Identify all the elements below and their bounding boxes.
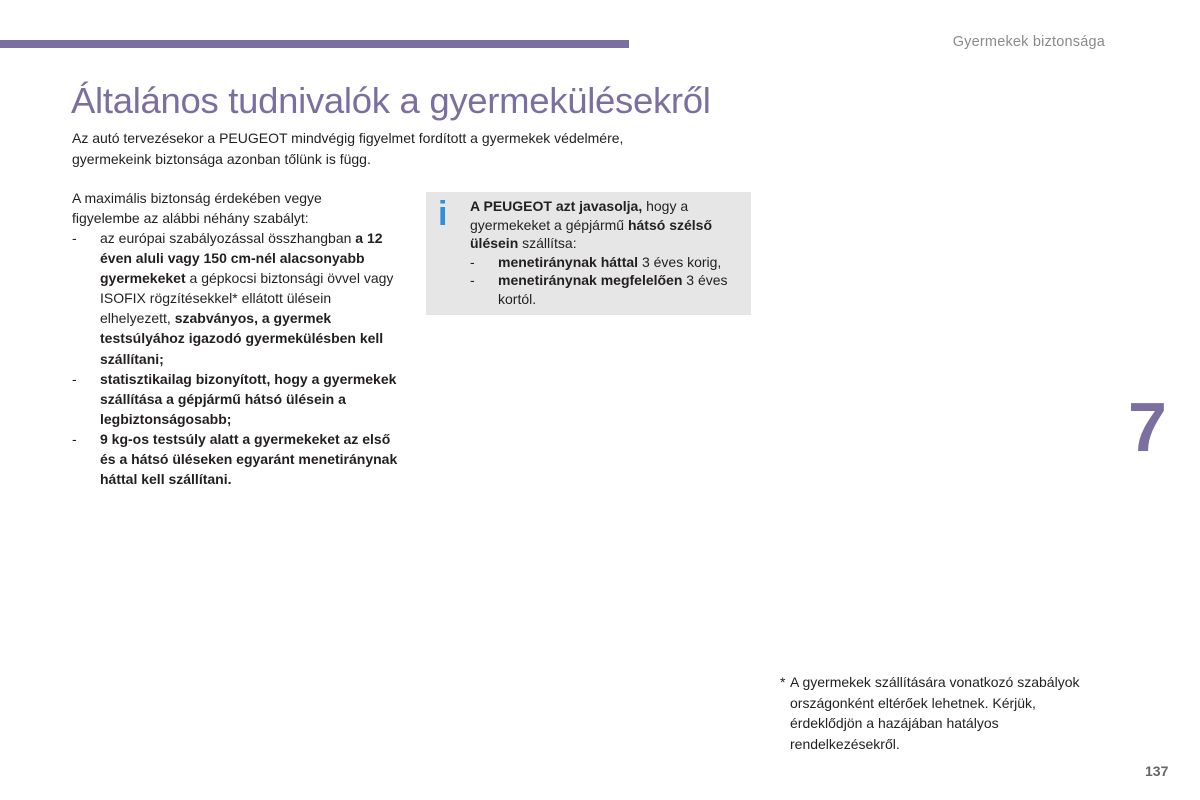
list-dash: - bbox=[470, 272, 475, 288]
info-text-1: hogy a gyermekeket a gépjármű bbox=[470, 198, 689, 233]
info-item-1-text: 3 éves korig, bbox=[638, 253, 722, 270]
safety-rules-list bbox=[72, 228, 402, 489]
info-list-item-2 bbox=[470, 271, 750, 308]
rule-item-1 bbox=[72, 228, 402, 369]
intro-line-1: Az autó tervezésekor a PEUGEOT mindvégig figyelmet fordított a gyermekek védelmére, bbox=[72, 130, 624, 146]
rule-item-3 bbox=[72, 429, 402, 489]
list-dash: - bbox=[72, 230, 77, 246]
section-title: Gyermekek biztonsága bbox=[952, 34, 1105, 50]
chapter-number: 7 bbox=[1128, 388, 1167, 466]
header-accent-bar bbox=[0, 40, 629, 48]
rules-lead-paragraph bbox=[72, 188, 402, 228]
info-list-item-1 bbox=[470, 253, 750, 272]
page-number: 137 bbox=[1145, 763, 1169, 779]
list-dash: - bbox=[72, 370, 77, 387]
info-bold-seats: hátsó szélső ülésein bbox=[470, 216, 712, 251]
info-box bbox=[426, 192, 751, 315]
rules-lead-line-2: figyelembe az alábbi néhány szabályt: bbox=[72, 210, 309, 226]
rule-1-bold-age: a 12 éven aluli vagy 150 cm-nél alacsonyabb gyermekeket bbox=[100, 230, 383, 287]
footnote-text: A gyermekek szállítására vonatkozó szabályok országonként eltérőek lehetnek. Kérjük, érdeklődjön a hazájában hatályos rendelkezésekről. bbox=[790, 674, 1080, 752]
info-text bbox=[470, 197, 750, 308]
intro-line-2: gyermekeink biztonsága azonban tőlünk is függ. bbox=[72, 151, 371, 167]
info-item-2-bold: menetiránynak megfelelően bbox=[498, 272, 683, 288]
info-list bbox=[470, 253, 750, 309]
list-dash: - bbox=[72, 430, 77, 447]
info-bold-recommend: A PEUGEOT azt javasolja, bbox=[470, 198, 643, 214]
info-text-2: szállítsa: bbox=[518, 235, 577, 251]
intro-paragraph bbox=[72, 128, 712, 170]
info-item-1-bold: menetiránynak háttal bbox=[498, 253, 639, 270]
footnote-asterisk: * bbox=[780, 674, 786, 690]
footnote bbox=[780, 672, 1100, 754]
info-icon: i bbox=[438, 195, 448, 233]
page-title: Általános tudnivalók a gyermekülésekről bbox=[71, 80, 711, 121]
rule-1-bold-seat: szabványos, a gyermek testsúlyához igazodó gyermekülésben kell szállítani; bbox=[100, 310, 384, 367]
rule-2-bold: statisztikailag bizonyított, hogy a gyermekek szállítása a gépjármű hátsó ülésein a legbiztonságosabb; bbox=[100, 370, 397, 427]
rule-3-bold: 9 kg-os testsúly alatt a gyermekeket az első és a hátsó üléseken egyaránt menetiránynak háttal kell szállítani. bbox=[100, 430, 398, 488]
rule-item-2 bbox=[72, 369, 402, 429]
list-dash: - bbox=[470, 253, 475, 270]
rule-1-text: az európai szabályozással összhangban bbox=[100, 230, 356, 246]
rule-1-text-2: a gépkocsi biztonsági övvel vagy ISOFIX rögzítésekkel* ellátott ülésein elhelyezett, bbox=[100, 270, 394, 327]
rules-lead-line-1: A maximális biztonság érdekében vegye bbox=[72, 190, 322, 206]
info-item-2-text: 3 éves kortól. bbox=[498, 272, 728, 307]
